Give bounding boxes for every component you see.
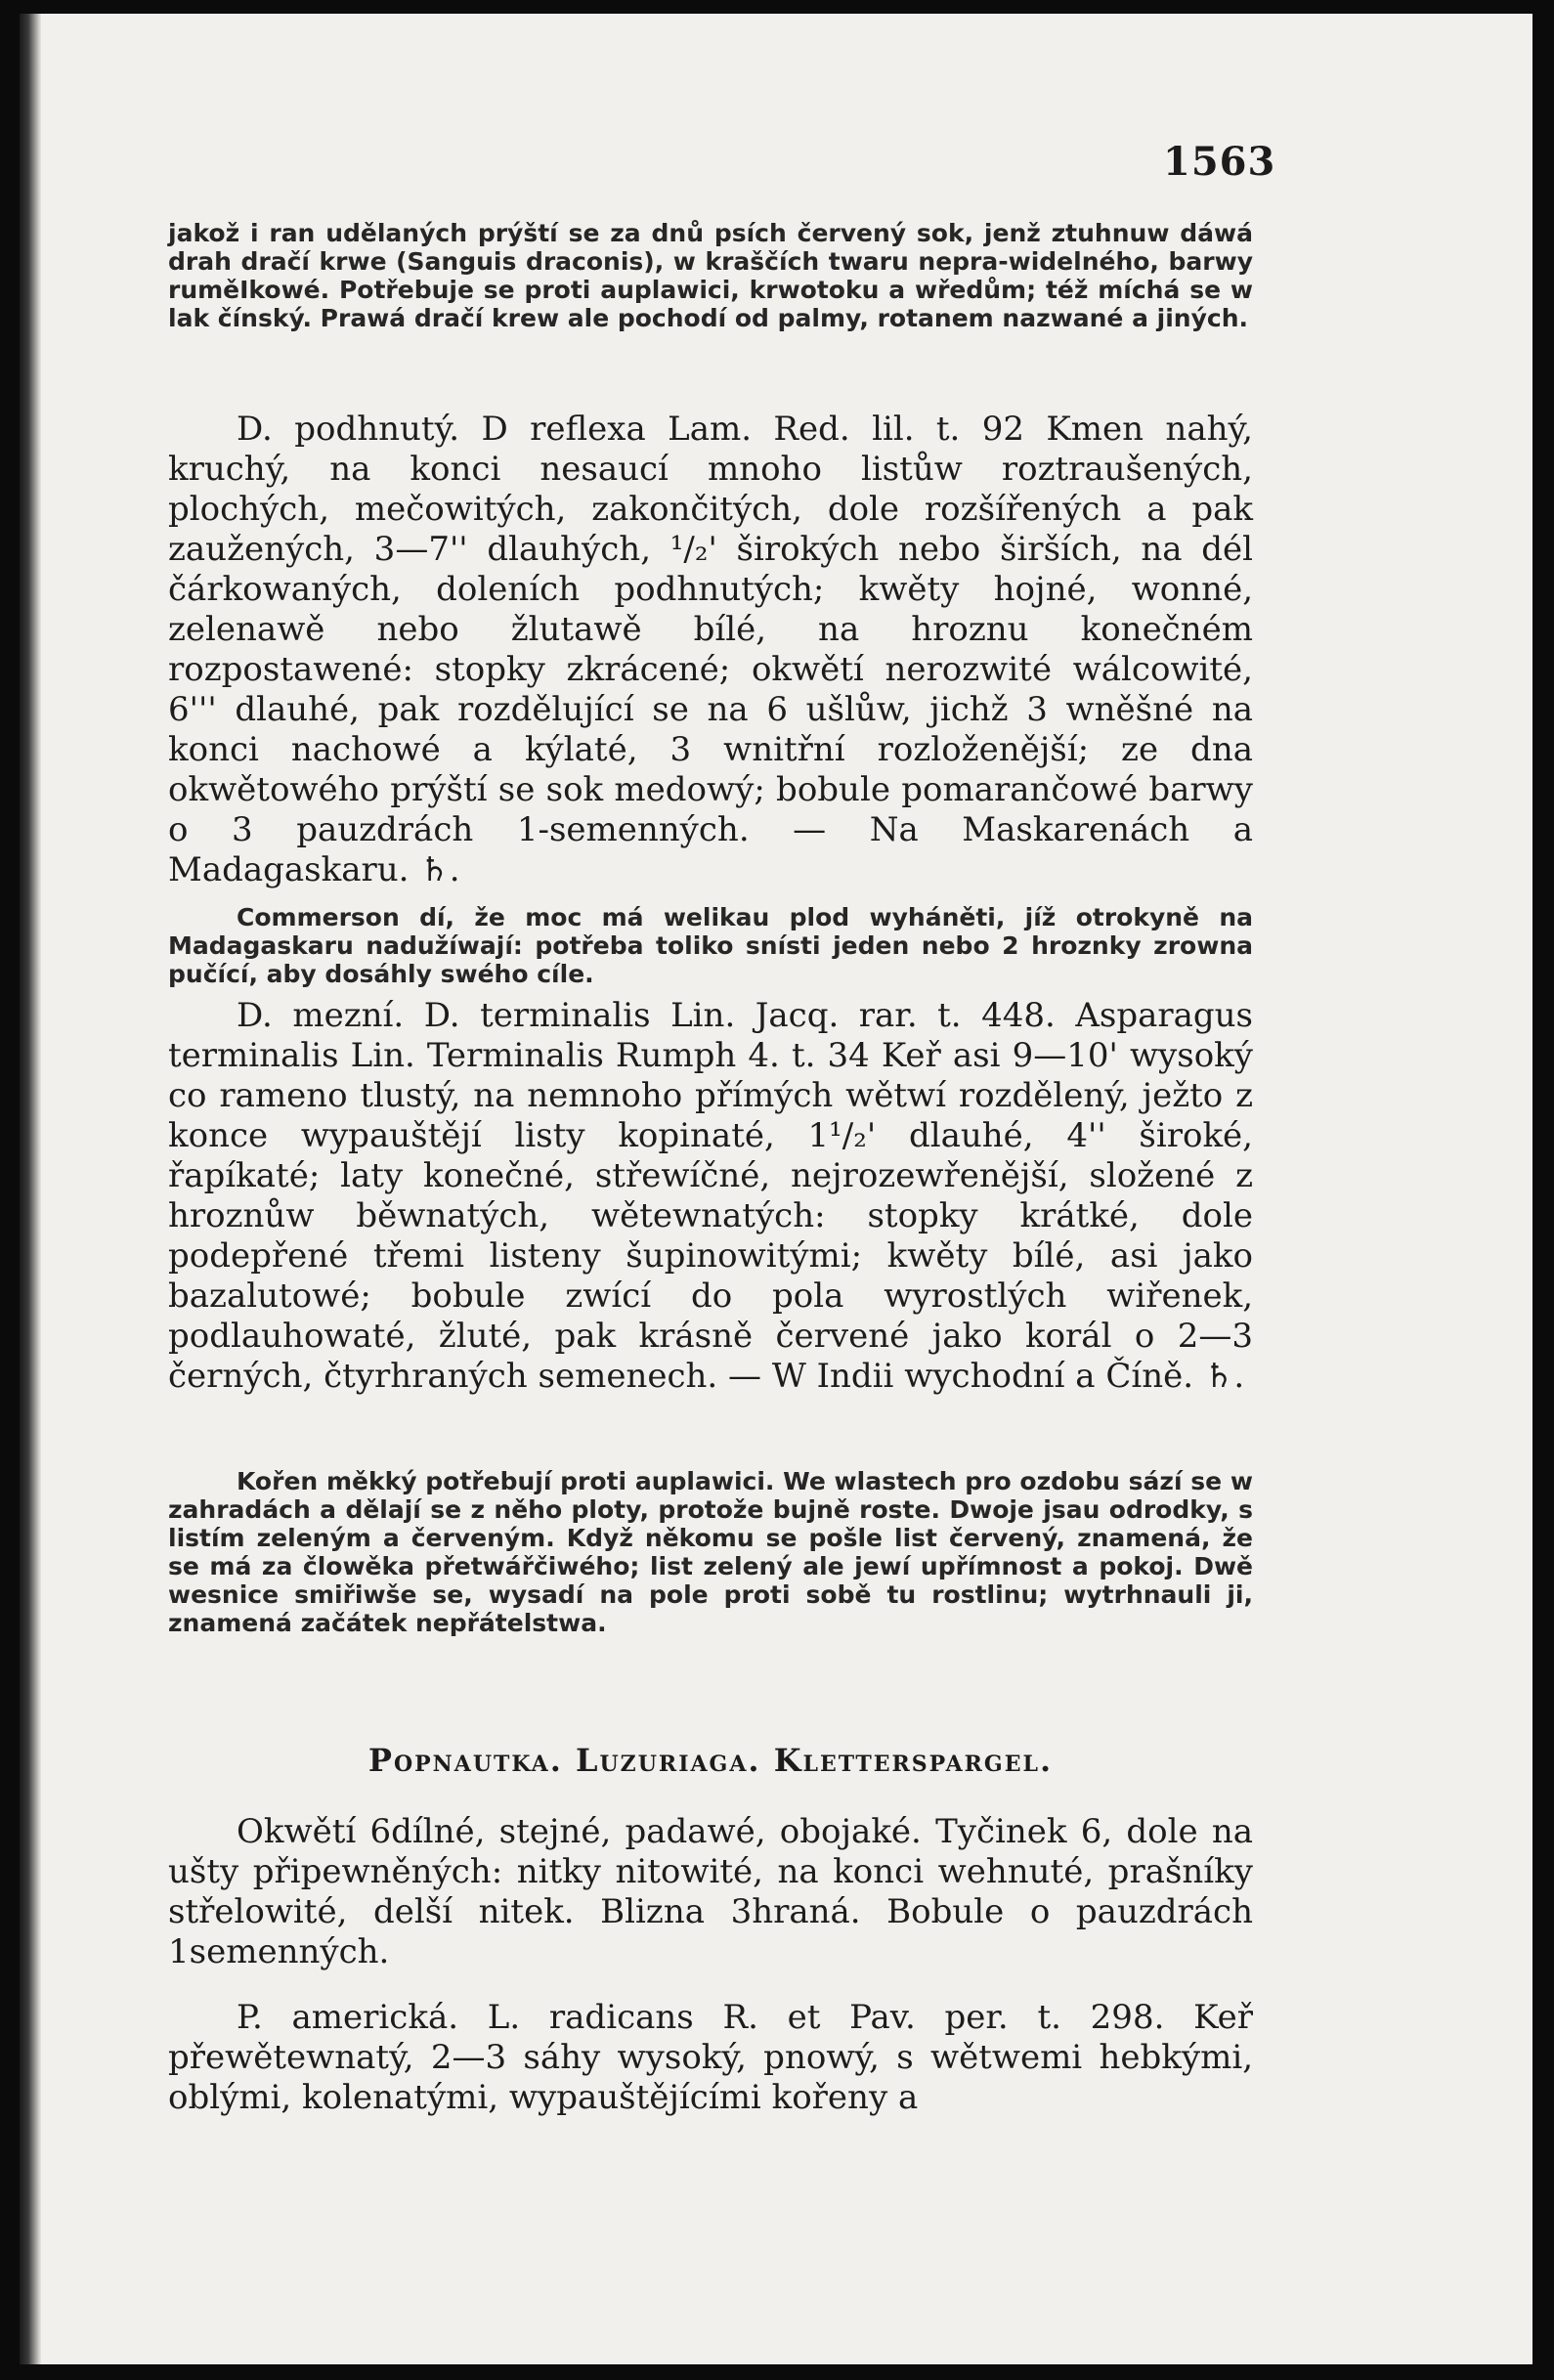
page-spine-shadow xyxy=(20,14,41,2364)
paragraph-luzuriaga-description: Okwětí 6dílné, stejné, padawé, obojaké. Tyčinek 6, dole na ušty připewněných: nitky nitowité, na konci wehnuté, prašníky střelowité, delší nitek. Blizna 3hraná. Bobule o pauzdrách 1semenných. xyxy=(168,1812,1253,1971)
book-page xyxy=(20,14,1532,2364)
paragraph-terminalis-uses: Kořen měkký potřebují proti auplawici. We wlastech pro ozdobu sází se w zahradách a dělají se z něho ploty, protože bujně roste. Dwoje jsau odrodky, s listím zeleným a červeným. Když někomu se pošle list červený, znamená, že se má za člowěka přetwářčiwého; list zelený ale jewí upřímnost a pokoj. Dwě wesnice smiřiwše se, wysadí na pole proti sobě tu rostlinu; wytrhnauli ji, znamená začátek nepřátelstwa. xyxy=(168,1467,1253,1637)
genus-heading: Popnautka. Luzuriaga. Kletterspargel. xyxy=(367,1742,1054,1779)
paragraph-dracaena-reflexa: D. podhnutý. D reflexa Lam. Red. lil. t. 92 Kmen nahý, kruchý, na konci nesaucí mnoho listůw roztraušených, plochých, mečowitých, zakončitých, dole rozšířených a pak zaužených, 3—7'' dlauhých, ¹/₂' širokých nebo širších, na dél čárkowaných, doleních podhnutých; kwěty hojné, wonné, zelenawě nebo žlutawě bílé, na hroznu konečném rozpostawené: stopky zkrácené; okwětí nerozwité wálcowité, 6''' dlauhé, pak rozdělující se na 6 ušlůw, jichž 3 wněšné na konci nachowé a kýlaté, 3 wnitřní rozloženější; ze dna okwětowého prýští se sok medowý; bobule pomarančowé barwy o 3 pauzdrách 1-semenných. — Na Maskarenách a Madagaskaru. ♄. xyxy=(168,410,1253,889)
paragraph-commerson-note: Commerson dí, že moc má welikau plod wyháněti, jíž otrokyně na Madagaskaru nadužíwají: potřeba toliko snísti jeden nebo 2 hroznky zrowna pučící, aby dosáhly swého cíle. xyxy=(168,903,1253,988)
paragraph-luzuriaga-radicans: P. americká. L. radicans R. et Pav. per. t. 298. Keř přewětewnatý, 2—3 sáhy wysoký, pnowý, s wětwemi hebkými, oblými, kolenatými, wypauštějícími kořeny a xyxy=(168,1998,1253,2117)
paragraph-dragon-blood-note: jakož i ran udělaných prýští se za dnů psích červený sok, jenž ztuhnuw dáwá drah dračí krwe (Sanguis draconis), w kraščích twaru nepra-widelného, barwy ruměIkowé. Potřebuje se proti auplawici, krwotoku a wředům; též míchá se w lak čínský. Prawá dračí krew ale pochodí od palmy, rotanem nazwané a jiných. xyxy=(168,219,1253,332)
paragraph-dracaena-terminalis: D. mezní. D. terminalis Lin. Jacq. rar. t. 448. Asparagus terminalis Lin. Terminalis Rumph 4. t. 34 Keř asi 9—10' wysoký co rameno tlustý, na nemnoho přímých wětwí rozdělený, ježto z konce wypauštějí listy kopinaté, 1¹/₂' dlauhé, 4'' široké, řapíkaté; laty konečné, střewíčné, nejrozewřenější, složené z hroznůw běwnatých, wětewnatých: stopky krátké, dole podepřené třemi listeny šupinowitými; kwěty bílé, asi jako bazalutowé; bobule zwící do pola wyrostlých wiřenek, podlauhowaté, žluté, pak krásně červené jako korál o 2—3 černých, čtyrhraných semenech. — W Indii wychodní a Číně. ♄. xyxy=(168,996,1253,1396)
page-number: 1563 xyxy=(1163,139,1276,185)
